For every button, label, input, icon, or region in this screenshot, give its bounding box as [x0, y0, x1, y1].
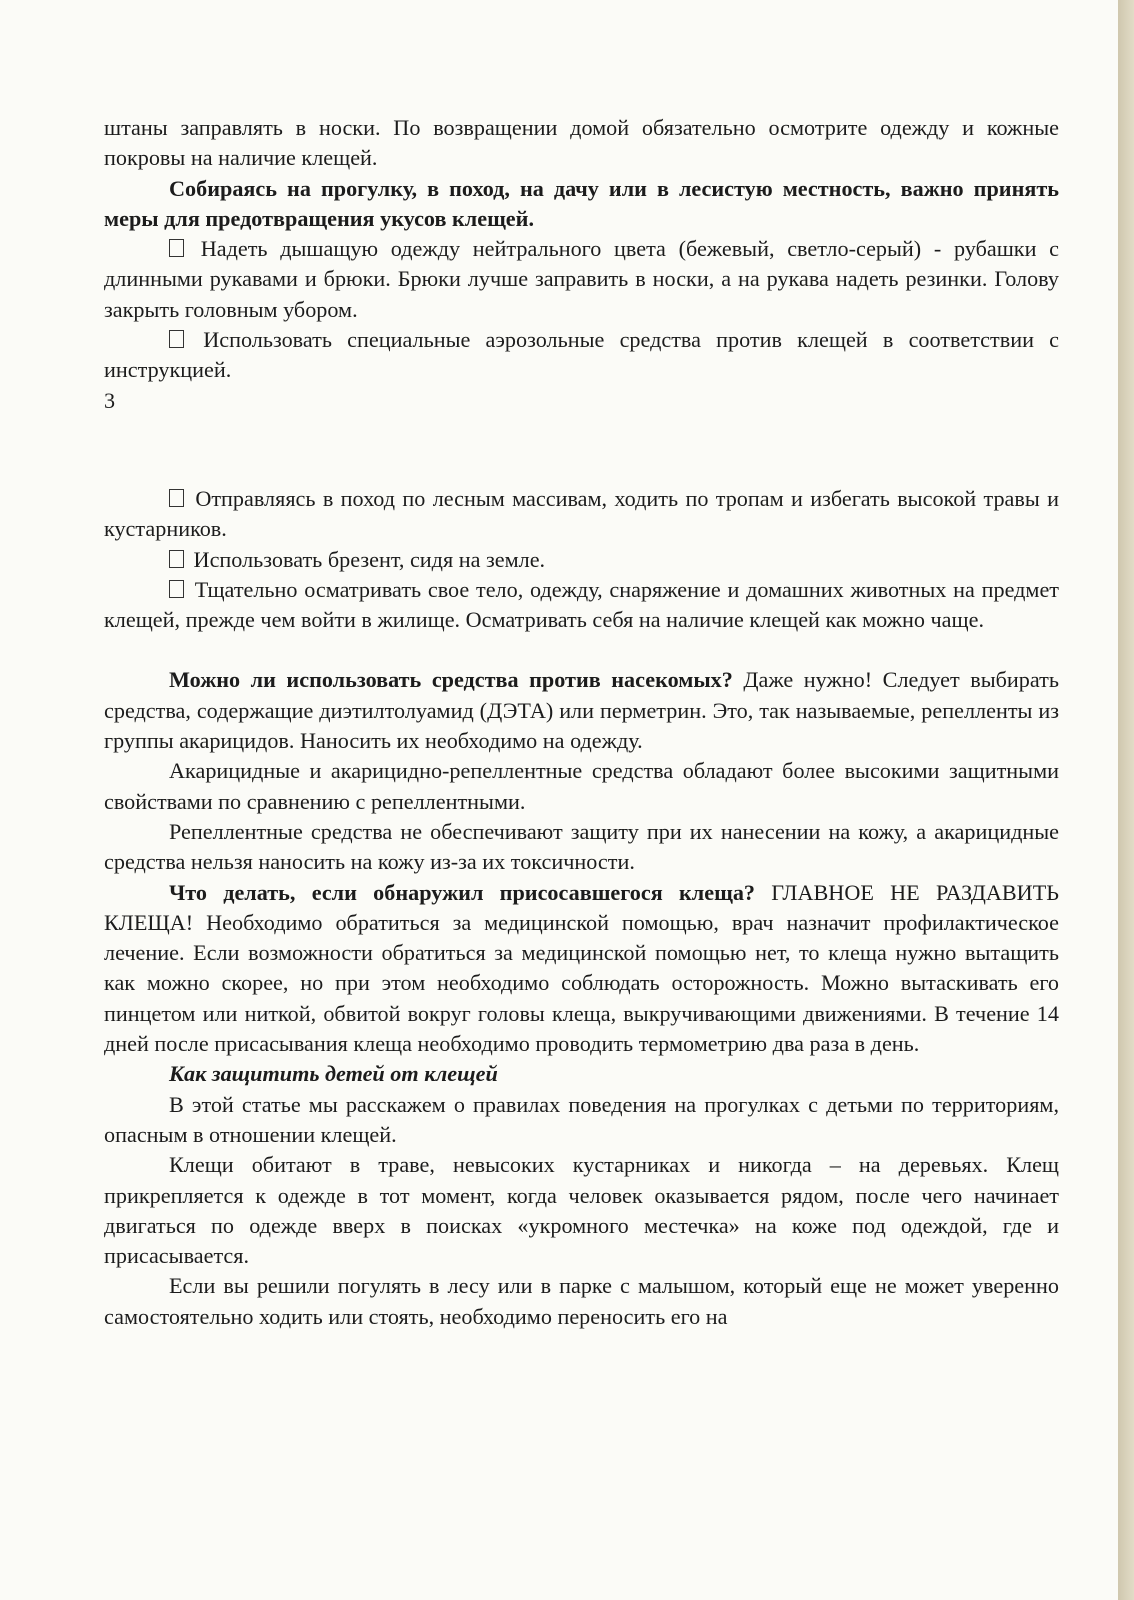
paragraph-bold-intro — [104, 174, 1059, 235]
bold-question: Можно ли использовать средства против насекомых? — [169, 667, 733, 693]
bullet-text: Отправляясь в поход по лесным массивам, ходить по тропам и избегать высокой травы и кустарников. — [104, 485, 1059, 542]
paragraph-text: ГЛАВНОЕ НЕ РАЗДАВИТЬ КЛЕЩА! Необходимо обратиться за медицинской помощью, врач назначит профилактическое лечение. Если возможности обратиться за медицинской помощью нет, то клеща нужно вытащить как можно скорее, но при этом необходимо соблюдать осторожность. Можно вытаскивать его пинцетом или ниткой, обвитой вокруг головы клеща, выкручивающими движениями. В течение 14 дней после присасывания клеща необходимо проводить термометрию два раза в день. — [104, 879, 1059, 1057]
paragraph-habitat: Клещи обитают в траве, невысоких кустарниках и никогда – на деревьях. Клещ прикрепляется к одежде в тот момент, когда человек оказывается рядом, после чего начинает двигаться по одежде вверх в поисках «укромного местечка» на коже под одеждой, где и присасывается. — [104, 1152, 1059, 1269]
checkbox-bullet-icon — [169, 330, 184, 348]
paragraph-intro: штаны заправлять в носки. По возвращении домой обязательно осмотрите одежду и кожные покровы на наличие клещей. — [104, 115, 1059, 171]
document-body — [104, 113, 1059, 1332]
paragraph-repellents — [104, 665, 1059, 756]
checkbox-bullet-icon — [169, 489, 184, 507]
bullet-text: Тщательно осматривать свое тело, одежду, снаряжение и домашних животных на предмет клещей, прежде чем войти в жилище. Осматривать себя на наличие клещей как можно чаще. — [104, 576, 1059, 633]
heading-text: Как защитить детей от клещей — [169, 1061, 498, 1087]
bullet-text: Использовать специальные аэрозольные средства против клещей в соответствии с инструкцией. — [104, 327, 1059, 383]
bullet-text: Использовать брезент, сидя на земле. — [188, 546, 546, 572]
paragraph-toddler: Если вы решили погулять в лесу или в парке с малышом, который еще не может уверенно самостоятельно ходить или стоять, необходимо переносить его на — [104, 1273, 1059, 1329]
background-edge — [1118, 0, 1134, 1600]
paragraph-skin: Репеллентные средства не обеспечивают защиту при их нанесении на кожу, а акарицидные средства нельзя наносить на кожу из-за их токсичности. — [104, 818, 1059, 875]
page-number: 3 — [104, 387, 116, 413]
checkbox-bullet-icon — [169, 580, 184, 598]
paragraph-acaricides: Акарицидные и акарицидно-репеллентные средства обладают более высокими защитными свойствами по сравнению с репеллентными. — [104, 758, 1059, 814]
paragraph-text: Даже нужно! Следует выбирать средства, содержащие диэтилтолуамид (ДЭТА) или перметрин. Это, так называемые, репелленты из группы акарицидов. Наносить их необходимо на одежду. — [104, 667, 1059, 754]
paragraph-tick-removal — [104, 878, 1059, 1060]
bullet-item-clothing — [104, 234, 1059, 325]
bullet-item-trails — [104, 484, 1059, 545]
checkbox-bullet-icon — [169, 550, 184, 568]
checkbox-bullet-icon — [169, 239, 184, 257]
bullet-item-tarp — [104, 545, 1059, 575]
bold-text: Собираясь на прогулку, в поход, на дачу или в лесистую местность, важно принять меры для предотвращения укусов клещей. — [104, 175, 1059, 231]
section-heading — [104, 1059, 1059, 1089]
bullet-item-aerosol — [104, 325, 1059, 386]
bold-question: Что делать, если обнаружил присосавшегося клеща? — [169, 879, 756, 905]
paragraph-article: В этой статье мы расскажем о правилах поведения на прогулках с детьми по территориям, опасным в отношении клещей. — [104, 1091, 1059, 1147]
bullet-item-inspect — [104, 575, 1059, 636]
bullet-text: Надеть дышащую одежду нейтрального цвета (бежевый, светло-серый) - рубашки с длинными рукавами и брюки. Брюки лучше заправить в носки, а на рукава надеть резинки. Голову закрыть головным убором. — [104, 236, 1059, 322]
